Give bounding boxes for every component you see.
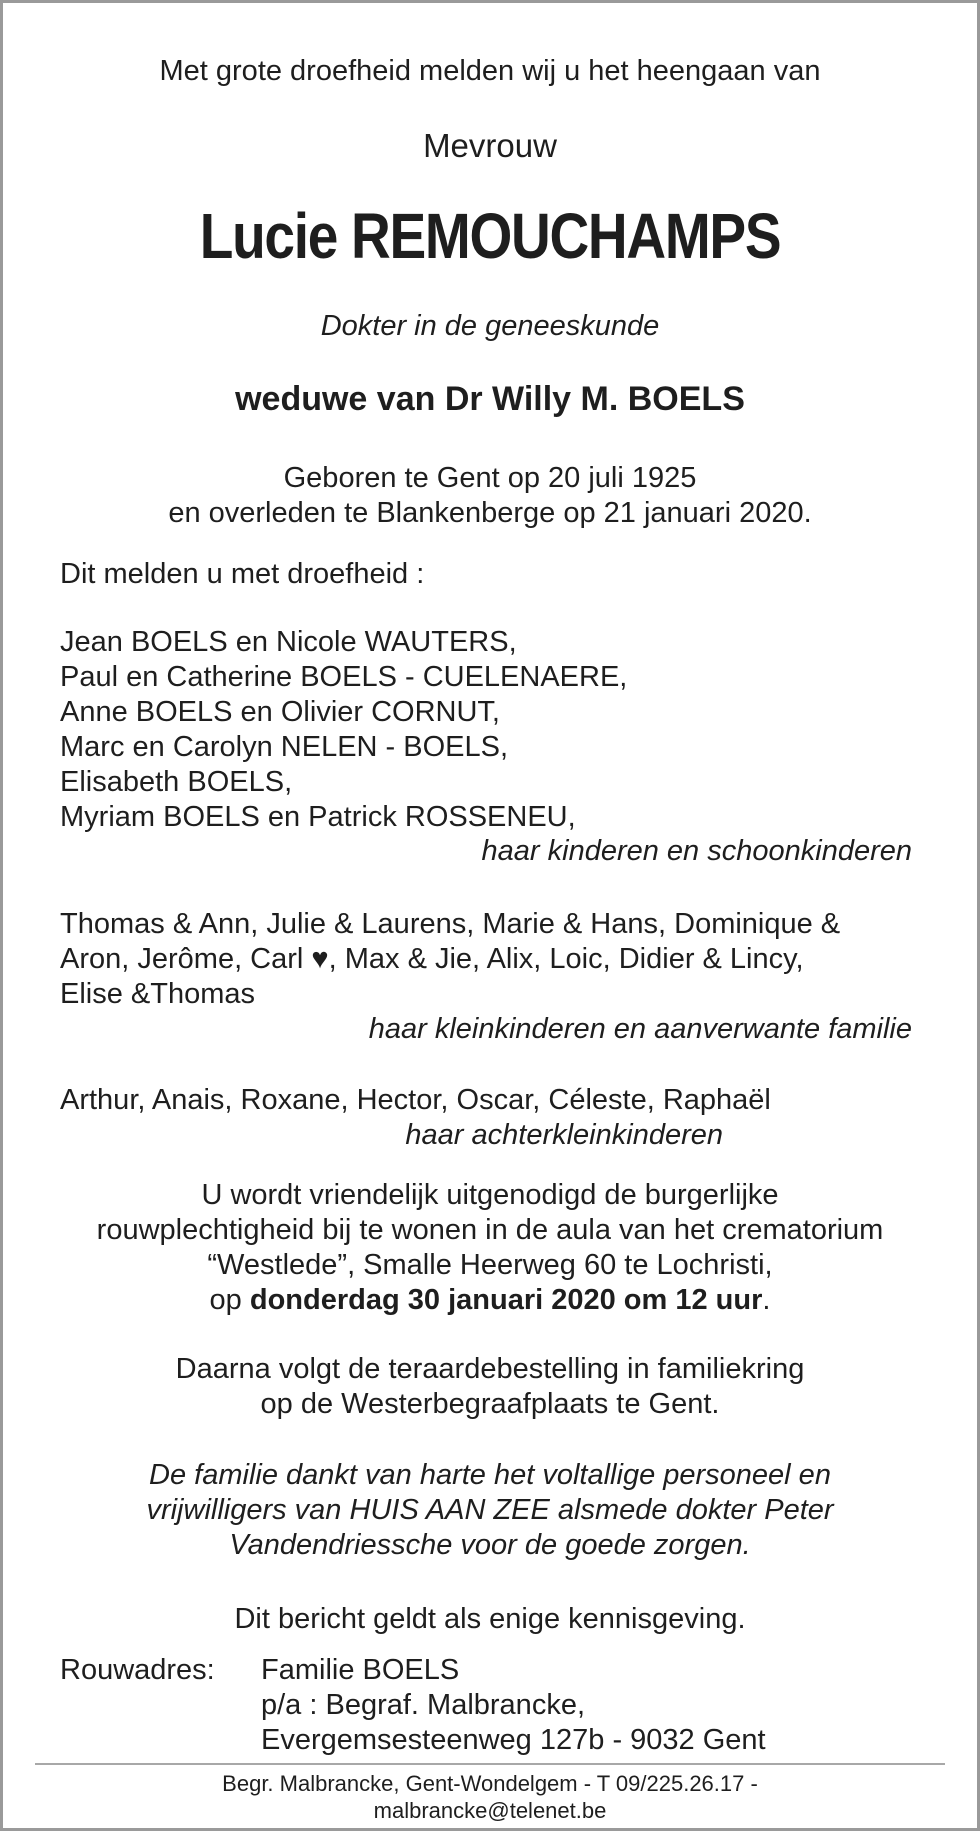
address-line: Evergemsesteenweg 127b - 9032 Gent bbox=[261, 1724, 766, 1756]
death-line: en overleden te Blankenberge op 21 januari 2020. bbox=[168, 497, 812, 529]
list-item: Aron, Jerôme, Carl ♥, Max & Jie, Alix, Loic, Didier & Lincy, bbox=[60, 943, 804, 975]
thanks-line: De familie dankt van harte het voltallige personeel en bbox=[149, 1459, 831, 1491]
address-lines bbox=[261, 1653, 766, 1758]
list-item: Thomas & Ann, Julie & Laurens, Marie & Hans, Dominique & bbox=[60, 908, 841, 940]
address-label: Rouwadres: bbox=[60, 1654, 215, 1686]
deceased-name: Lucie REMOUCHAMPS bbox=[199, 200, 781, 272]
notice-line: Dit bericht geldt als enige kennisgeving. bbox=[234, 1603, 746, 1635]
ceremony-invitation bbox=[3, 1178, 977, 1318]
thanks-note bbox=[3, 1458, 977, 1563]
ceremony-prefix: op bbox=[209, 1284, 250, 1316]
list-item: Marc en Carolyn NELEN - BOELS, bbox=[60, 731, 509, 763]
burial-info bbox=[3, 1352, 977, 1422]
footer-divider bbox=[35, 1763, 945, 1765]
birth-death-dates bbox=[3, 461, 977, 531]
list-item: Paul en Catherine BOELS - CUELENAERE, bbox=[60, 661, 628, 693]
burial-line: op de Westerbegraafplaats te Gent. bbox=[260, 1388, 720, 1420]
ceremony-line: “Westlede”, Smalle Heerweg 60 te Lochristi, bbox=[207, 1249, 773, 1281]
footer-email: malbrancke@telenet.be bbox=[373, 1798, 607, 1823]
children-role: haar kinderen en schoonkinderen bbox=[481, 835, 912, 867]
thanks-line: Vandendriessche voor de goede zorgen. bbox=[229, 1529, 751, 1561]
list-item: Elise &Thomas bbox=[60, 978, 256, 1010]
list-item: Anne BOELS en Olivier CORNUT, bbox=[60, 696, 500, 728]
address-line: p/a : Begraf. Malbrancke, bbox=[261, 1689, 585, 1721]
ceremony-line: U wordt vriendelijk uitgenodigd de burgerlijke bbox=[201, 1179, 779, 1211]
announce-line: Dit melden u met droefheid : bbox=[60, 558, 425, 590]
children-list bbox=[60, 625, 627, 835]
address-line: Familie BOELS bbox=[261, 1654, 460, 1686]
ceremony-datetime bbox=[3, 1283, 977, 1318]
intro-line: Met grote droefheid melden wij u het heengaan van bbox=[159, 55, 821, 87]
birth-line: Geboren te Gent op 20 juli 1925 bbox=[283, 462, 697, 494]
funeral-home-footer bbox=[3, 1770, 977, 1824]
burial-line: Daarna volgt de teraardebestelling in familiekring bbox=[175, 1353, 805, 1385]
ceremony-suffix: . bbox=[762, 1284, 771, 1316]
widow-of: weduwe van Dr Willy M. BOELS bbox=[235, 380, 745, 418]
list-item: Elisabeth BOELS, bbox=[60, 766, 293, 798]
profession: Dokter in de geneeskunde bbox=[320, 310, 660, 342]
grandchildren-list bbox=[60, 907, 840, 1012]
thanks-line: vrijwilligers van HUIS AAN ZEE alsmede dokter Peter bbox=[146, 1494, 834, 1526]
great-grandchildren-role: haar achterkleinkinderen bbox=[405, 1119, 723, 1151]
footer-line: Begr. Malbrancke, Gent-Wondelgem - T 09/225.26.17 - bbox=[222, 1771, 758, 1796]
list-item: Myriam BOELS en Patrick ROSSENEU, bbox=[60, 801, 576, 833]
grandchildren-role: haar kleinkinderen en aanverwante familie bbox=[368, 1013, 912, 1045]
honorific: Mevrouw bbox=[423, 127, 557, 164]
ceremony-line: rouwplechtigheid bij te wonen in de aula van het crematorium bbox=[96, 1214, 884, 1246]
great-grandchildren-list: Arthur, Anais, Roxane, Hector, Oscar, Céleste, Raphaël bbox=[60, 1084, 771, 1116]
ceremony-date: donderdag 30 januari 2020 om 12 uur bbox=[249, 1284, 763, 1316]
list-item: Jean BOELS en Nicole WAUTERS, bbox=[60, 626, 517, 658]
